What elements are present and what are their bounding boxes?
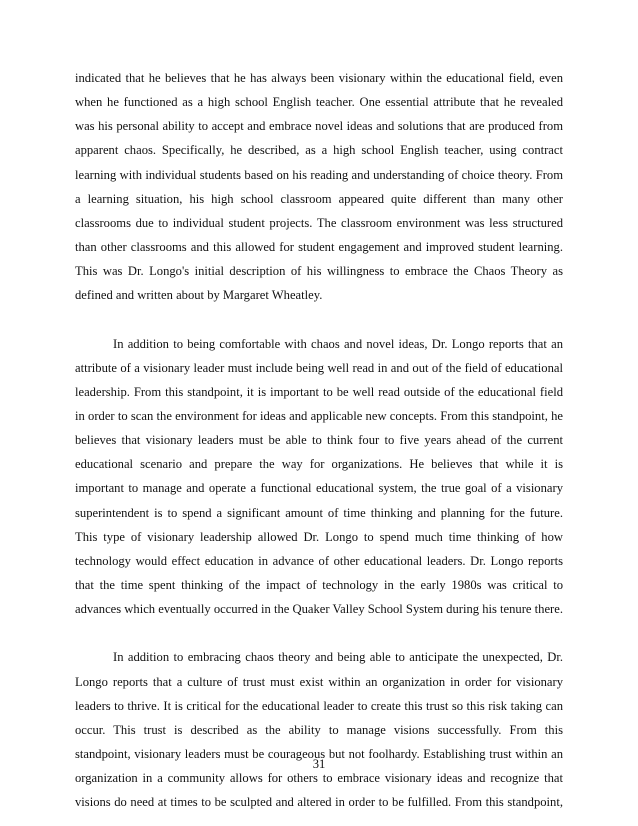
text-line: learning with individual students based on his reading and understanding of choice theory. From [75,167,563,182]
text-line: important to manage and operate a functional educational system, the true goal of a visionary [75,481,563,496]
text-line: In addition to embracing chaos theory and being able to anticipate the unexpected, Dr. [113,650,563,665]
paragraph-2 [75,332,563,622]
text-line: when he functioned as a high school English teacher. One essential attribute that he revealed [75,95,563,110]
body-text [75,66,563,814]
paragraph-gap [75,621,563,645]
text-line: standpoint, visionary leaders must be courageous but not foolhardy. Establishing trust within an [75,746,563,761]
text-line: In addition to being comfortable with chaos and novel ideas, Dr. Longo reports that an [113,336,563,351]
paragraph-1 [75,66,563,307]
text-line: defined and written about by Margaret Wheatley. [75,288,323,303]
text-line: a learning situation, his high school classroom appeared quite different than many other [75,191,563,206]
text-line: leaders to thrive. It is critical for the educational leader to create this trust so this risk taking can [75,698,563,713]
paragraph-3 [75,645,563,814]
text-line: educational scenario and prepare the way for organizations. He believes that while it is [75,457,563,472]
text-line: superintendent is to spend a significant amount of time thinking and planning for the future. [75,505,563,520]
text-line: visions do need at times to be sculpted and altered in order to be fulfilled. From this standpoint, [75,795,563,810]
text-line: apparent chaos. Specifically, he described, as a high school English teacher, using contract [75,143,563,158]
text-line: organization in a community allows for others to embrace visionary ideas and recognize that [75,771,563,786]
paragraph-gap [75,307,563,331]
page-number: 31 [312,757,326,771]
text-line: than other classrooms and this allowed for student engagement and improved student learning. [75,239,563,254]
text-line: technology would effect education in advance of other educational leaders. Dr. Longo reports [75,553,563,568]
text-line: Longo reports that a culture of trust must exist within an organization in order for visionary [75,674,563,689]
text-line: attribute of a visionary leader must include being well read in and out of the field of educational [75,360,563,375]
text-line: leadership. From this standpoint, it is important to be well read outside of the educational field [75,384,563,399]
text-line: This type of visionary leadership allowed Dr. Longo to spend much time thinking of how [75,529,563,544]
text-line: in order to scan the environment for ideas and applicable new concepts. From this standpoint, he [75,408,563,423]
text-line: believes that visionary leaders must be able to think four to five years ahead of the current [75,433,563,448]
text-line: advances which eventually occurred in the Quaker Valley School System during his tenure there. [75,602,563,617]
text-line: was his personal ability to accept and embrace novel ideas and solutions that are produced from [75,119,563,134]
text-line: This was Dr. Longo's initial description of his willingness to embrace the Chaos Theory as [75,264,563,279]
text-line: indicated that he believes that he has always been visionary within the educational field, even [75,71,563,85]
text-line: that the time spent thinking of the impact of technology in the early 1980s was critical to [75,577,563,592]
text-line: occur. This trust is described as the ability to manage visions successfully. From this [75,722,563,737]
text-line: classrooms due to individual student projects. The classroom environment was less structured [75,215,563,230]
